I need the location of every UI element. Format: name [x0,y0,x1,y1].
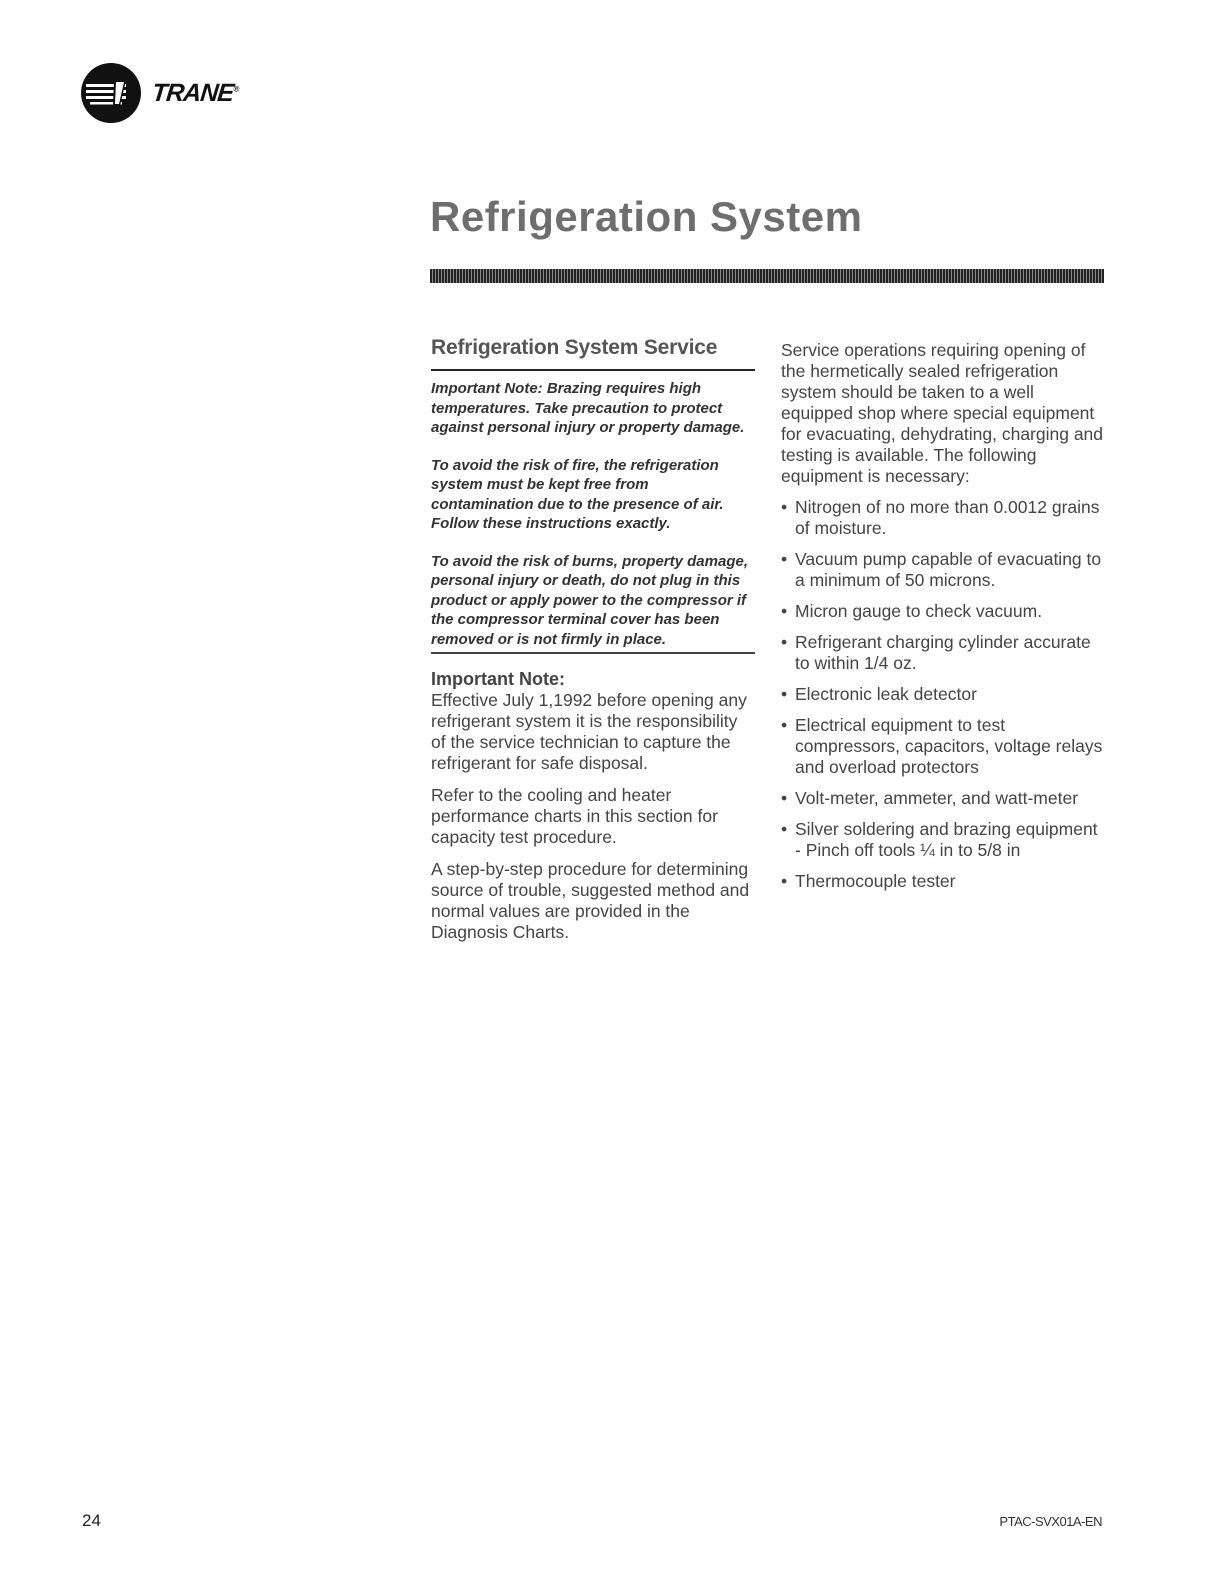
list-item [781,601,1107,622]
diagnosis-paragraph: A step-by-step procedure for determining source of trouble, suggested method and normal values are provided in the Diagnosis Charts. [431,859,750,942]
list-item-text: Silver soldering and brazing equipment - Pinch off tools ¼ in to 5/8 in [795,819,1098,860]
list-item [781,549,1107,591]
document-code: PTAC-SVX01A-EN [999,1514,1102,1529]
bullet: • [781,788,788,808]
list-item-text: Refrigerant charging cylinder accurate to within 1/4 oz. [795,632,1091,673]
list-item-text: Nitrogen of no more than 0.0012 grains of moisture. [795,497,1100,538]
equipment-list [781,497,1107,892]
fire-warning: To avoid the risk of fire, the refrigeration system must be kept free from contamination due to the presence of air. Follow these instructions exactly. [431,456,724,532]
brand-name: TRANE [150,78,235,107]
brand-wordmark [150,79,239,108]
list-item-text: Electronic leak detector [795,684,977,704]
trane-logo [80,62,238,124]
equipment-intro: Service operations requiring opening of the hermetically sealed refrigeration system should be taken to a well equipped shop where special equipment for evacuating, dehydrating, charging and testing is available. The following equipment is necessary: [781,340,1104,486]
important-note-heading: Important Note: [431,669,565,689]
refrigerant-capture-paragraph: Effective July 1,1992 before opening any refrigerant system it is the responsibility of the service technician to capture the refrigerant for safe disposal. [431,690,747,773]
right-column [781,340,1107,902]
bullet: • [781,549,788,569]
list-item-text: Micron gauge to check vacuum. [795,601,1043,621]
bullet: • [781,871,788,891]
page-title: Refrigeration System [430,193,863,240]
title-rule [430,269,1104,283]
trane-globe-icon [80,62,142,124]
bullet: • [781,497,788,517]
bullet: • [781,684,788,704]
section-heading: Refrigeration System Service [431,336,755,371]
registered-mark: ® [233,84,239,94]
list-item-text: Thermocouple tester [795,871,956,891]
list-item-text: Vacuum pump capable of evacuating to a minimum of 50 microns. [795,549,1102,590]
list-item-text: Electrical equipment to test compressors, capacitors, voltage relays and overload protectors [795,715,1103,777]
list-item [781,715,1107,778]
bullet: • [781,601,788,621]
bullet: • [781,715,788,735]
page-number: 24 [82,1511,101,1530]
brazing-warning: Important Note: Brazing requires high temperatures. Take precaution to protect against personal injury or property damage. [431,380,745,436]
list-item [781,788,1107,809]
bullet: • [781,632,788,652]
list-item [781,871,1107,892]
bullet: • [781,819,788,839]
burns-warning: To avoid the risk of burns, property damage, personal injury or death, do not plug in this product or apply power to the compressor if the compressor terminal cover has been removed or is not firmly in place. [431,552,755,655]
list-item [781,632,1107,674]
list-item [781,497,1107,539]
list-item [781,819,1107,861]
list-item [781,684,1107,705]
left-column [431,336,755,943]
list-item-text: Volt-meter, ammeter, and watt-meter [795,788,1079,808]
performance-charts-paragraph: Refer to the cooling and heater performance charts in this section for capacity test procedure. [431,785,718,847]
